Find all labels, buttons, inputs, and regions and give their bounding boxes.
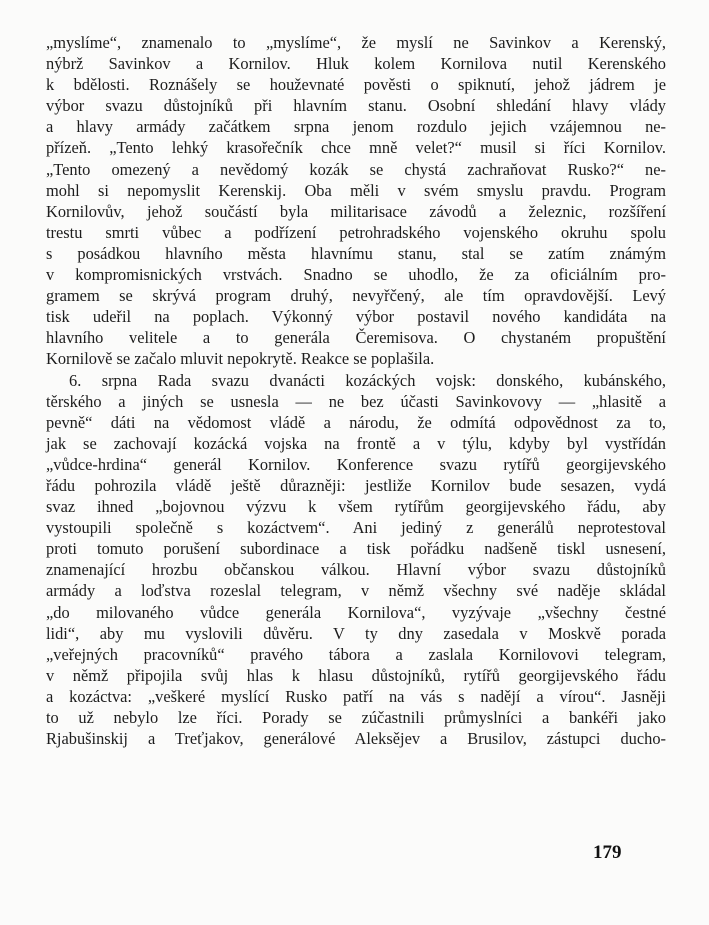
text-line: gramem se skrývá program druhý, nevyřčený, ale tím opravdovější. Levý bbox=[46, 286, 666, 306]
text-line: k bdělosti. Roznášely se houževnaté pověsti o spiknutí, jehož jádrem je bbox=[46, 75, 666, 95]
text-line: vystoupili společně s kozáctvem“. Ani jediný z generálů neprotestoval bbox=[46, 518, 666, 538]
text-line: znamenající hrozbu občanskou válkou. Hlavní výbor svazu důstojníků bbox=[46, 560, 666, 580]
text-line: to už nebylo lze říci. Porady se zúčastnili průmyslníci a bankéři jako bbox=[46, 708, 666, 727]
text-line: trestu smrti vůbec a podřízení petrohradského vojenského okruhu spolu bbox=[46, 222, 666, 242]
text-line: proti tomuto porušení subordinace a tisk pořádku nadšeně tiskl usnesení, bbox=[46, 539, 666, 559]
text-line: Kornilově se začalo mluvit nepokrytě. Reakce se poplašila. bbox=[46, 349, 435, 369]
body-text bbox=[46, 32, 666, 749]
text-line: s posádkou hlavního města hlavnímu stanu, stal se zatím známým bbox=[46, 243, 666, 263]
text-line: „Tento omezený a nevědomý kozák se chystá zachraňovat Rusko?“ ne- bbox=[46, 159, 666, 179]
text-line: jak se zachovají kozácká vojska na frontě a v týlu, kdyby byl vystřídán bbox=[46, 433, 666, 453]
text-line: řádu pohrozila vládě ještě důrazněji: jestliže Kornilov bude sesazen, vydá bbox=[46, 475, 666, 495]
text-line: nýbrž Savinkov a Kornilov. Hluk kolem Kornilova nutil Kerenského bbox=[46, 54, 666, 74]
text-line: „vůdce-hrdina“ generál Kornilov. Konference svazu rytířů georgijevského bbox=[46, 454, 666, 474]
text-line: a kozáctva: „veškeré myslící Rusko patří na vás s nadějí a vírou“. Jasněji bbox=[46, 686, 666, 706]
text-line: a hlavy armády začátkem srpna jenom rozdulo jejich vzájemnou ne- bbox=[46, 117, 666, 137]
text-line: v němž připojila svůj hlas k hlasu důstojníků, rytířů georgijevského řádu bbox=[46, 665, 666, 685]
text-line: pevně“ dáti na vědomost vládě a národu, že odmítá odpovědnost za to, bbox=[46, 412, 666, 432]
text-line: „veřejných pracovníků“ pravého tábora a zaslala Kornilovovi telegram, bbox=[46, 644, 666, 664]
text-line: „myslíme“, znamenalo to „myslíme“, že myslí ne Savinkov a Kerenský, bbox=[46, 33, 666, 52]
text-line: přízeň. „Tento lehký krasořečník chce mně velet?“ musil si říci Kornilov. bbox=[46, 138, 666, 158]
text-line: „do milovaného vůdce generála Kornilova“, vyzývaje „všechny čestné bbox=[46, 602, 666, 622]
text-line: Kornilovův, jehož součástí byla militarisace závodů a železnic, rozšíření bbox=[46, 201, 666, 221]
paragraph-start-line: 6. srpna Rada svazu dvanácti kozáckých vojsk: donského, kubánského, bbox=[69, 370, 666, 390]
text-line: armády a loďstva rozeslal telegram, v němž všechny své naděje skládal bbox=[46, 581, 666, 601]
text-line: mohl si nepomyslit Kerenskij. Oba měli v svém smyslu pravdu. Program bbox=[46, 180, 666, 200]
text-line: Rjabušinskij a Treťjakov, generálové Aleksějev a Brusilov, zástupci ducho- bbox=[46, 729, 666, 749]
text-line: v kompromisnických vrstvách. Snadno se uhodlo, že za oficiálním pro- bbox=[46, 265, 666, 285]
text-line: tisk udeřil na poplach. Výkonný výbor postavil nového kandidáta na bbox=[46, 307, 666, 327]
text-line: lidi“, aby mu vyslovili důvěru. V ty dny zasedala v Moskvě porada bbox=[46, 623, 666, 643]
text-line: hlavního velitele a to generála Čeremisova. O chystaném propuštění bbox=[46, 328, 666, 348]
text-line: výbor svazu důstojníků při hlavním stanu. Osobní shledání hlavy vlády bbox=[46, 96, 666, 116]
text-line: svaz ihned „bojovnou výzvu k všem rytířům georgijevského řádu, aby bbox=[46, 497, 666, 517]
page-number: 179 bbox=[593, 842, 622, 863]
text-line: těrského a jiných se usnesla — ne bez účasti Savinkovovy — „hlasitě a bbox=[46, 391, 666, 411]
